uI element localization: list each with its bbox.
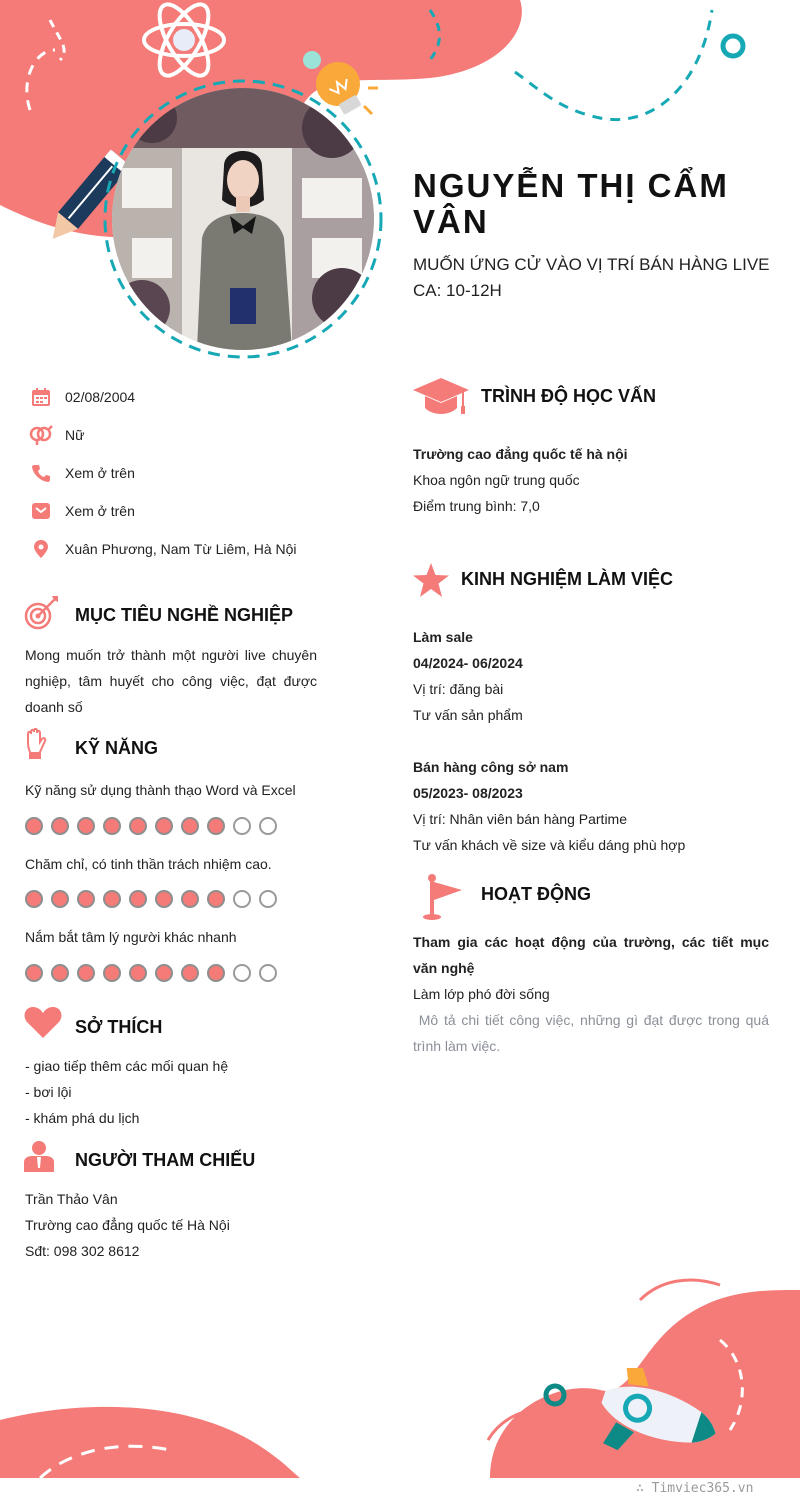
reference-phone: Sđt: 098 302 8612 bbox=[25, 1243, 140, 1259]
hand-icon bbox=[24, 728, 48, 760]
rating-dot-filled bbox=[25, 817, 43, 835]
shift-text: CA: 10-12H bbox=[413, 281, 502, 300]
info-address bbox=[28, 536, 358, 562]
job-line: Vị trí: Nhân viên bán hàng Partime bbox=[413, 811, 628, 827]
profile-photo bbox=[112, 88, 374, 350]
phone-link[interactable]: Xem ở trên bbox=[65, 465, 135, 481]
references-title: NGƯỜI THAM CHIẾU bbox=[75, 1150, 256, 1170]
info-phone bbox=[28, 460, 358, 486]
rating-dot-filled bbox=[207, 890, 225, 908]
info-gender bbox=[28, 422, 358, 448]
avatar bbox=[112, 88, 374, 350]
address-value: Xuân Phương, Nam Từ Liêm, Hà Nội bbox=[65, 541, 297, 557]
hobbies-list bbox=[25, 1053, 325, 1131]
skill-rating bbox=[25, 964, 277, 982]
location-icon bbox=[28, 538, 54, 560]
reference-org: Trường cao đẳng quốc tế Hà Nội bbox=[25, 1217, 230, 1233]
skill-name: Nắm bắt tâm lý người khác nhanh bbox=[25, 929, 237, 945]
skills-title: KỸ NĂNG bbox=[75, 738, 159, 758]
watermark: ∴ Timviec365.vn bbox=[636, 1481, 754, 1496]
rating-dot-filled bbox=[207, 817, 225, 835]
rating-dot-filled bbox=[103, 964, 121, 982]
rating-dot-filled bbox=[181, 817, 199, 835]
education-block bbox=[413, 441, 783, 519]
bottom-left-blob bbox=[0, 1407, 300, 1478]
rating-dot-filled bbox=[77, 964, 95, 982]
rating-dot-filled bbox=[207, 964, 225, 982]
atom-icon bbox=[138, 2, 230, 82]
skill-rating bbox=[25, 817, 277, 835]
rating-dot-empty bbox=[233, 964, 251, 982]
rating-dot-filled bbox=[77, 817, 95, 835]
email-link[interactable]: Xem ở trên bbox=[65, 503, 135, 519]
rating-dot-filled bbox=[25, 964, 43, 982]
job-line: Tư vấn khách về size và kiểu dáng phù hợp bbox=[413, 837, 686, 853]
candidate-name: NGUYỄN THỊ CẨM VÂN bbox=[413, 167, 729, 240]
birthday-value: 02/08/2004 bbox=[65, 389, 136, 405]
person-icon bbox=[24, 1140, 54, 1172]
rating-dot-filled bbox=[181, 964, 199, 982]
rating-dot-empty bbox=[259, 964, 277, 982]
position-text: MUỐN ỨNG CỬ VÀO VỊ TRÍ BÁN HÀNG LIVE bbox=[413, 255, 770, 274]
education-title: TRÌNH ĐỘ HỌC VẤN bbox=[481, 386, 656, 406]
hobby-item: - giao tiếp thêm các mối quan hệ bbox=[25, 1058, 229, 1074]
hobby-item: - khám phá du lịch bbox=[25, 1110, 140, 1126]
rating-dot-filled bbox=[103, 890, 121, 908]
rating-dot-filled bbox=[155, 890, 173, 908]
job-entry bbox=[413, 624, 783, 728]
rating-dot-filled bbox=[129, 890, 147, 908]
rating-dot-empty bbox=[233, 817, 251, 835]
experience-title: KINH NGHIỆM LÀM VIỆC bbox=[461, 569, 674, 589]
phone-icon bbox=[28, 462, 54, 484]
rating-dot-empty bbox=[259, 890, 277, 908]
objective-title: MỤC TIÊU NGHỀ NGHIỆP bbox=[75, 605, 294, 625]
activities-title: HOẠT ĐỘNG bbox=[481, 884, 591, 904]
skill-name: Chăm chỉ, có tinh thần trách nhiệm cao. bbox=[25, 856, 272, 872]
rating-dot-empty bbox=[259, 817, 277, 835]
skill-rating bbox=[25, 890, 277, 908]
rating-dot-filled bbox=[129, 817, 147, 835]
rating-dot-filled bbox=[129, 964, 147, 982]
job-period: 05/2023- 08/2023 bbox=[413, 785, 523, 801]
calendar-icon bbox=[28, 386, 54, 408]
activity-description: Mô tả chi tiết công việc, những gì đạt được trong quá trình làm việc. bbox=[413, 1012, 773, 1054]
info-birthday bbox=[28, 384, 358, 410]
graduation-cap-icon bbox=[413, 378, 469, 416]
activity-role: Làm lớp phó đời sống bbox=[413, 986, 550, 1002]
email-icon bbox=[28, 500, 54, 522]
flag-icon bbox=[420, 874, 462, 920]
info-email bbox=[28, 498, 358, 524]
rocket-icon bbox=[580, 1368, 730, 1464]
rating-dot-filled bbox=[155, 817, 173, 835]
job-line: Tư vấn sản phẩm bbox=[413, 707, 523, 723]
job-company: Bán hàng công sở nam bbox=[413, 759, 569, 775]
rating-dot-filled bbox=[103, 817, 121, 835]
job-company: Làm sale bbox=[413, 629, 473, 645]
hobby-item: - bơi lội bbox=[25, 1084, 72, 1100]
education-school: Trường cao đẳng quốc tế hà nội bbox=[413, 446, 628, 462]
activities-block bbox=[413, 929, 773, 1059]
rating-dot-filled bbox=[51, 817, 69, 835]
rating-dot-filled bbox=[51, 964, 69, 982]
hobbies-title: SỞ THÍCH bbox=[75, 1017, 163, 1037]
gender-icon bbox=[28, 424, 54, 446]
references-info bbox=[25, 1186, 345, 1264]
gender-value: Nữ bbox=[65, 427, 85, 443]
job-entry bbox=[413, 754, 783, 858]
activity-headline: Tham gia các hoạt động của trường, các tiết mục văn nghệ bbox=[413, 934, 769, 976]
star-icon bbox=[413, 563, 449, 597]
position-applied bbox=[413, 252, 783, 304]
rating-dot-filled bbox=[181, 890, 199, 908]
rating-dot-filled bbox=[155, 964, 173, 982]
rating-dot-filled bbox=[77, 890, 95, 908]
education-gpa: Điểm trung bình: 7,0 bbox=[413, 498, 540, 514]
job-line: Vị trí: đăng bài bbox=[413, 681, 504, 697]
target-icon bbox=[24, 596, 60, 630]
rating-dot-filled bbox=[51, 890, 69, 908]
skill-name: Kỹ năng sử dụng thành thạo Word và Excel bbox=[25, 782, 296, 798]
education-major: Khoa ngôn ngữ trung quốc bbox=[413, 472, 580, 488]
objective-text: Mong muốn trở thành một người live chuyên nghiệp, tâm huyết cho công việc, đạt được doanh số bbox=[25, 647, 317, 715]
reference-name: Trần Thảo Vân bbox=[25, 1191, 118, 1207]
rating-dot-empty bbox=[233, 890, 251, 908]
job-period: 04/2024- 06/2024 bbox=[413, 655, 523, 671]
heart-icon bbox=[24, 1006, 62, 1038]
rating-dot-filled bbox=[25, 890, 43, 908]
